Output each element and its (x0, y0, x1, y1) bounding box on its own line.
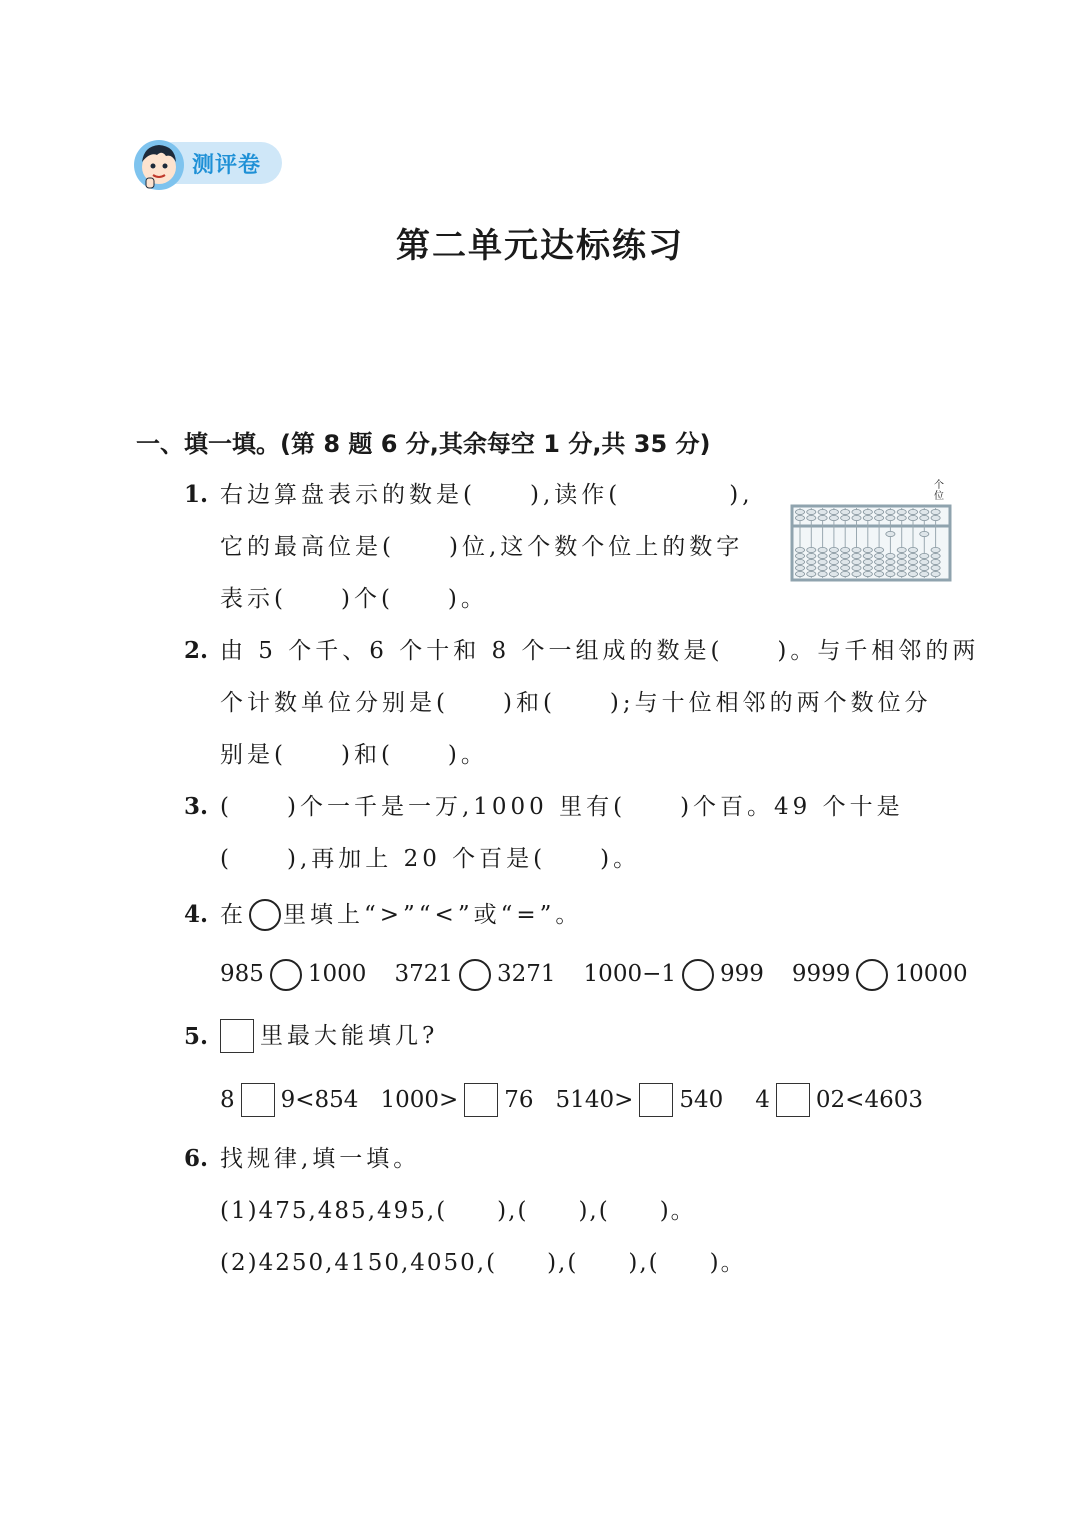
abacus-bead (863, 509, 872, 514)
abacus-bead (795, 559, 804, 564)
abacus-bead (920, 509, 929, 514)
compare-item (792, 956, 968, 992)
question-2-line-2: 个计数单位分别是( )和( );与十位相邻的两个数位分 (220, 690, 932, 716)
abacus-figure (790, 480, 952, 582)
abacus-bead (920, 553, 929, 558)
abacus-bead (841, 565, 850, 570)
abacus-bead (818, 547, 827, 552)
question-5-number: 5. (184, 1023, 209, 1050)
badge-label: 测评卷 (192, 153, 262, 178)
abacus-bead (807, 559, 816, 564)
abacus-bead (886, 571, 895, 576)
q4-prefix: 在 (220, 902, 247, 928)
question-1-line-3: 表示( )个( )。 (220, 586, 488, 612)
abacus-bead (931, 509, 940, 514)
question-3-number: 3. (184, 793, 209, 820)
question-6-instruction: 找规律,填一填。 (220, 1146, 421, 1172)
abacus-bead (886, 509, 895, 514)
abacus-bead (807, 547, 816, 552)
abacus-bead (897, 571, 906, 576)
abacus-bead (908, 547, 917, 552)
abacus-icon (790, 504, 952, 582)
question-6-part-2: (2)4250,4150,4050,( ),( ),( )。 (220, 1250, 746, 1276)
abacus-bead (875, 565, 884, 570)
abacus-bead (908, 565, 917, 570)
fill-box-input[interactable] (464, 1083, 498, 1117)
compare-left: 1000−1 (583, 961, 676, 987)
abacus-bead (908, 571, 917, 576)
boy-mascot-icon (132, 138, 186, 192)
abacus-bead (841, 571, 850, 576)
abacus-label-place: 位 (934, 491, 944, 502)
abacus-bead (863, 571, 872, 576)
abacus-bead (931, 553, 940, 558)
abacus-bead (931, 559, 940, 564)
fill-after: 76 (504, 1087, 534, 1113)
compare-right: 999 (720, 961, 764, 987)
abacus-bead (829, 571, 838, 576)
abacus-bead (841, 553, 850, 558)
abacus-bead (852, 571, 861, 576)
compare-right: 10000 (894, 961, 968, 987)
abacus-bead (886, 559, 895, 564)
abacus-bead (886, 565, 895, 570)
abacus-bead (875, 547, 884, 552)
compare-right: 1000 (307, 961, 367, 987)
abacus-bead (875, 559, 884, 564)
abacus-bead (897, 515, 906, 520)
abacus-bead (807, 509, 816, 514)
circle-blank-icon (249, 899, 281, 931)
compare-item (584, 956, 764, 992)
question-5-items (220, 1082, 923, 1118)
page-title: 第二单元达标练习 (396, 226, 684, 266)
abacus-bead (818, 559, 827, 564)
question-1-number: 1. (184, 481, 209, 508)
test-paper-badge (132, 138, 282, 188)
question-5-instruction (214, 1018, 438, 1054)
abacus-bead (886, 553, 895, 558)
abacus-bead (807, 565, 816, 570)
abacus-bead (852, 553, 861, 558)
abacus-bead (841, 509, 850, 514)
abacus-bead (920, 531, 929, 536)
compare-left: 985 (220, 961, 264, 987)
compare-left: 9999 (791, 961, 851, 987)
compare-item (394, 956, 555, 992)
abacus-bead (875, 553, 884, 558)
abacus-bead (852, 515, 861, 520)
question-3-line-1: ( )个一千是一万,1000 里有( )个百。49 个十是 (220, 794, 904, 820)
abacus-bead (852, 565, 861, 570)
fill-box-input[interactable] (776, 1083, 810, 1117)
abacus-bead (795, 509, 804, 514)
abacus-bead (841, 547, 850, 552)
compare-circle-input[interactable] (682, 959, 714, 991)
abacus-bead (908, 509, 917, 514)
compare-circle-input[interactable] (459, 959, 491, 991)
fill-after: 540 (679, 1087, 724, 1113)
abacus-bead (807, 515, 816, 520)
abacus-bead (852, 559, 861, 564)
abacus-bead (897, 565, 906, 570)
abacus-bead (829, 515, 838, 520)
abacus-bead (818, 565, 827, 570)
abacus-bead (908, 515, 917, 520)
abacus-bead (852, 509, 861, 514)
abacus-bead (920, 559, 929, 564)
abacus-bead (863, 559, 872, 564)
abacus-bead (852, 547, 861, 552)
q5-text: 里最大能填几? (260, 1023, 439, 1049)
compare-item (220, 956, 366, 992)
abacus-bead (875, 571, 884, 576)
abacus-bead (897, 559, 906, 564)
abacus-bead (807, 571, 816, 576)
abacus-bead (875, 509, 884, 514)
box-blank-icon (220, 1019, 254, 1053)
abacus-label-ones: 个 (934, 480, 944, 491)
abacus-bead (920, 565, 929, 570)
abacus-bead (818, 509, 827, 514)
abacus-bead (829, 509, 838, 514)
fill-before: 1000> (380, 1087, 459, 1113)
abacus-bead (841, 515, 850, 520)
question-6-part-1: (1)475,485,495,( ),( ),( )。 (220, 1198, 696, 1224)
abacus-bead (829, 565, 838, 570)
abacus-bead (863, 515, 872, 520)
abacus-bead (920, 571, 929, 576)
question-4-number: 4. (184, 901, 209, 928)
fill-box-input[interactable] (639, 1083, 673, 1117)
abacus-bead (829, 559, 838, 564)
compare-circle-input[interactable] (270, 959, 302, 991)
question-1-line-2: 它的最高位是( )位,这个数个位上的数字 (220, 534, 744, 560)
fill-before: 5140> (555, 1087, 634, 1113)
abacus-bead (795, 571, 804, 576)
abacus-bead (795, 553, 804, 558)
abacus-bead (920, 515, 929, 520)
abacus-bead (829, 547, 838, 552)
abacus-bead (863, 547, 872, 552)
abacus-bead (875, 515, 884, 520)
abacus-bead (886, 515, 895, 520)
abacus-bead (931, 515, 940, 520)
abacus-bead (931, 565, 940, 570)
abacus-bead (795, 565, 804, 570)
q4-suffix: 里填上“>”“<”或“=”。 (283, 902, 583, 928)
question-2-line-3: 别是( )和( )。 (220, 742, 488, 768)
compare-right: 3271 (497, 961, 556, 987)
question-4-items (220, 956, 968, 992)
fill-box-input[interactable] (241, 1083, 275, 1117)
fill-before: 8 (220, 1087, 235, 1113)
section-heading: 一、填一填。(第 8 题 6 分,其余每空 1 分,共 35 分) (136, 430, 711, 458)
abacus-bead (863, 565, 872, 570)
fill-before: 4 (755, 1087, 770, 1113)
abacus-bead (897, 547, 906, 552)
abacus-bead (829, 553, 838, 558)
fill-after: 9<854 (280, 1087, 359, 1113)
abacus-bead (807, 553, 816, 558)
abacus-bead (908, 559, 917, 564)
question-1-line-1: 右边算盘表示的数是( ),读作( ), (220, 482, 754, 508)
abacus-bead (818, 553, 827, 558)
question-2-number: 2. (184, 637, 209, 664)
abacus-bead (908, 553, 917, 558)
abacus-bead (841, 559, 850, 564)
question-2-line-1: 由 5 个千、6 个十和 8 个一组成的数是( )。与千相邻的两 (220, 638, 980, 664)
abacus-bead (886, 531, 895, 536)
fill-after: 02<4603 (815, 1087, 923, 1113)
abacus-bead (795, 515, 804, 520)
abacus-bead (931, 547, 940, 552)
question-6-number: 6. (184, 1145, 209, 1172)
abacus-bead (818, 571, 827, 576)
abacus-bead (931, 571, 940, 576)
abacus-bead (897, 509, 906, 514)
question-4-instruction (220, 897, 582, 933)
question-3-line-2: ( ),再加上 20 个百是( )。 (220, 846, 641, 872)
abacus-bead (863, 553, 872, 558)
abacus-bead (795, 547, 804, 552)
abacus-bead (818, 515, 827, 520)
compare-circle-input[interactable] (856, 959, 888, 991)
abacus-bead (897, 553, 906, 558)
compare-left: 3721 (394, 961, 453, 987)
